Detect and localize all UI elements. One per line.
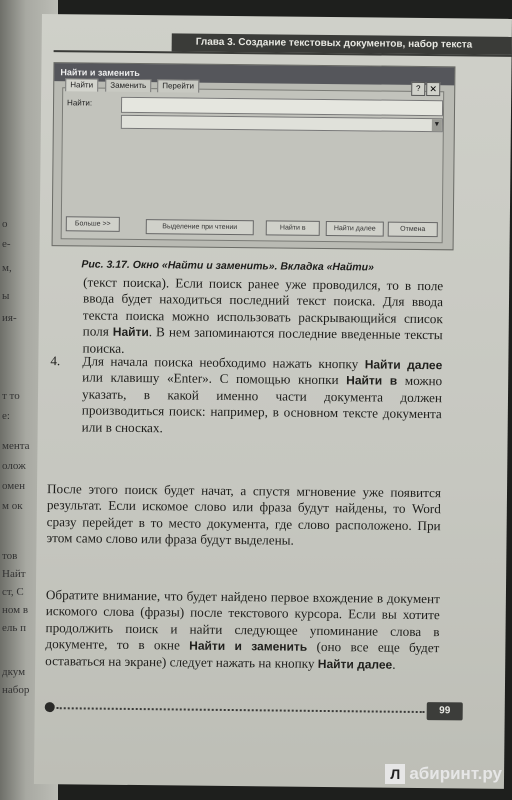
dialog-title: Найти и заменить bbox=[54, 63, 454, 85]
chapter-header: Глава 3. Создание текстовых документов, набор текста bbox=[172, 33, 512, 55]
left-page-text: мента bbox=[2, 440, 30, 452]
list-number: 4. bbox=[50, 353, 61, 369]
left-page-text: о bbox=[2, 218, 8, 230]
dialog-body bbox=[61, 80, 445, 243]
left-page-text: омен bbox=[2, 480, 26, 492]
watermark bbox=[385, 764, 502, 784]
reading-highlight-button[interactable]: Выделение при чтении bbox=[146, 219, 254, 235]
list-item-4: Для начала поиска необходимо нажать кнопку Найти далее или клавишу «Enter». С помощью кнопки Найти в можно указать, в какой именно части документа должен производиться поиск: например, в основном тексте документа или в сносках. bbox=[81, 353, 443, 435]
left-page-text: дкум bbox=[2, 666, 26, 678]
left-page-text: м, bbox=[2, 262, 12, 274]
watermark-text: абиринт.ру bbox=[409, 764, 502, 783]
left-page-text: т то bbox=[2, 390, 20, 402]
chevron-down-icon[interactable]: ▼ bbox=[432, 119, 442, 131]
left-page-text: ы bbox=[2, 290, 10, 302]
find-label: Найти: bbox=[67, 98, 93, 108]
tab-replace[interactable]: Заменить bbox=[105, 79, 151, 92]
left-page-text: е- bbox=[2, 238, 11, 250]
find-next-button[interactable]: Найти далее bbox=[326, 221, 384, 237]
close-icon[interactable]: ✕ bbox=[426, 82, 440, 96]
left-page-text: набор bbox=[2, 684, 30, 696]
left-page-text: ель п bbox=[2, 622, 27, 634]
help-button[interactable]: ? bbox=[411, 82, 425, 96]
cancel-button[interactable]: Отмена bbox=[388, 222, 438, 238]
paragraph-note: Обратите внимание, что будет найдено первое вхождение в документ искомого слова (фразы) после текстового курсора. Если вы хотите продолжить поиск и найти следующее упоминание слова в документе, то в окне Найти и заменить (оно все еще будет оставаться на экране) следует нажать на кнопку Найти далее. bbox=[45, 587, 440, 672]
page-number: 99 bbox=[427, 702, 463, 720]
find-replace-dialog-figure bbox=[52, 62, 456, 250]
find-input[interactable] bbox=[121, 97, 443, 116]
footer-dot bbox=[45, 702, 55, 712]
paragraph-search-text: (текст поиска). Если поиск ранее уже проводился, то в поле ввода будет находиться последний текст поиска. Для ввода текста поиска можно использовать раскрывающийся список поля Найти. В нем запоминаются последние введенные тексты поиска. bbox=[82, 274, 444, 356]
left-page-text: ст, С bbox=[2, 586, 24, 598]
more-button[interactable]: Больше >> bbox=[66, 216, 120, 232]
labirint-logo-icon: Л bbox=[385, 764, 405, 784]
find-in-button[interactable]: Найти в bbox=[266, 220, 320, 236]
left-page-text: ном в bbox=[2, 604, 29, 616]
tab-goto[interactable]: Перейти bbox=[157, 79, 199, 92]
footer-dotted-rule bbox=[57, 707, 425, 713]
left-page-text: тов bbox=[2, 550, 18, 562]
figure-caption: Рис. 3.17. Окно «Найти и заменить». Вкладка «Найти» bbox=[81, 258, 374, 274]
left-page-text: е: bbox=[2, 410, 10, 422]
find-dropdown[interactable] bbox=[121, 115, 443, 132]
book-page bbox=[34, 14, 512, 789]
left-page-text: олож bbox=[2, 460, 26, 472]
tab-find[interactable]: Найти bbox=[65, 78, 98, 91]
left-page-text: ия- bbox=[2, 312, 17, 324]
paragraph-result: После этого поиск будет начат, а спустя мгновение уже появится результат. Если искомое слово или фраза будут найдены, то Word сразу перейдет в то место документа, где слово расположено. При этом само слово или фраза будут выделены. bbox=[46, 481, 442, 548]
left-page-text: м ок bbox=[2, 500, 23, 512]
left-page-text: Найт bbox=[2, 568, 26, 580]
